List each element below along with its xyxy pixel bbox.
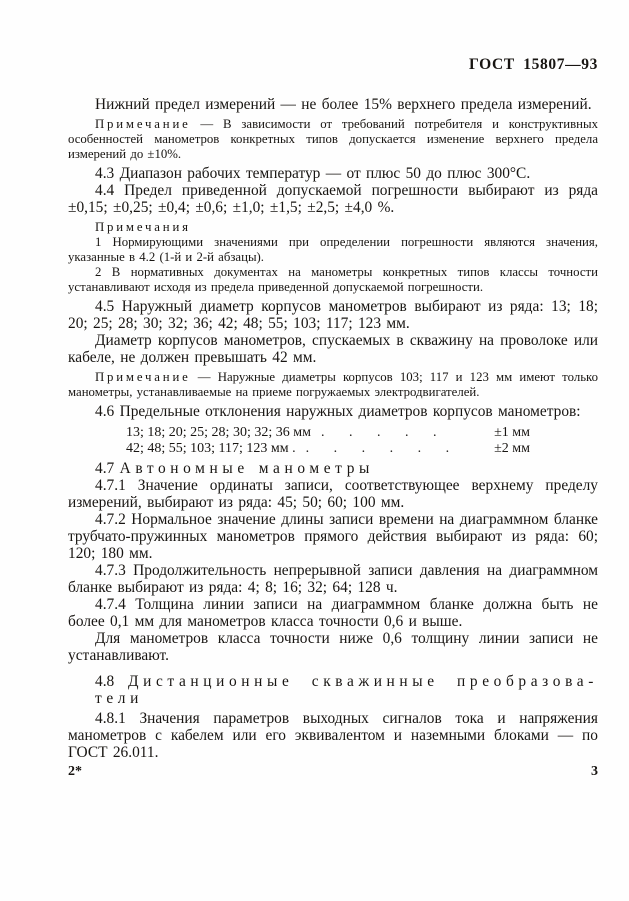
heading-title: Автономные манометры [119, 460, 374, 477]
tolerance-sizes: 13; 18; 20; 25; 28; 30; 32; 36 мм [126, 425, 311, 440]
note-body: — В зависимости от требований потребителя и конструктивных особенностей манометров конкретных типов допускается изменение верхнего предела измерений до ±10%. [68, 117, 598, 161]
heading-line-1 [68, 673, 598, 690]
note-item-1: 1 Нормирующими значениями при определении погрешности являются значения, указанные в 4.2 (1-й и 2-й абзацы). [68, 235, 598, 264]
note-intro [68, 117, 598, 162]
tolerance-value: ±2 мм [494, 440, 530, 456]
heading-number: 4.7 [95, 460, 115, 477]
clause-4-4: 4.4 Предел приведенной допускаемой погрешности выбирают из ряда ±0,15; ±0,25; ±0,4; ±0,6; ±1,0; ±1,5; ±2,5; ±4,0 %. [68, 182, 598, 216]
heading-4-8 [68, 673, 598, 707]
note-label: Примечание [95, 370, 191, 384]
heading-4-7 [68, 460, 598, 477]
clause-4-3: 4.3 Диапазон рабочих температур — от плюс 50 до плюс 300°С. [95, 165, 531, 182]
tolerance-table [68, 425, 598, 456]
clause-4-7-4: 4.7.4 Толщина линии записи на диаграммном бланке должна быть не более 0,1 мм для манометров класса точности 0,6 и выше. [68, 596, 598, 630]
heading-number: 4.8 [95, 673, 115, 690]
note-label: Примечание [95, 117, 191, 131]
dot-leader: . . . . . . [305, 440, 450, 456]
clause-4-8-1: 4.8.1 Значения параметров выходных сигналов тока и напряжения манометров с кабелем или его эквивалентом и наземными блоками — по ГОСТ 26.011. [68, 710, 598, 761]
paragraph-lower-limit: Нижний предел измерений — не более 15% верхнего предела измерений. [95, 96, 592, 113]
tolerance-row [126, 425, 530, 441]
tolerance-sizes: 42; 48; 55; 103; 117; 123 мм . [126, 440, 296, 456]
notes-4-4 [68, 220, 598, 295]
heading-title-part-2: тели [95, 690, 143, 707]
clause-4-7-2: 4.7.2 Нормальное значение длины записи времени на диаграммном бланке трубчато-пружинных манометров прямого действия выбирают из ряда: 60; 120; 180 мм. [68, 511, 598, 562]
note-body: — Наружные диаметры корпусов 103; 117 и 123 мм имеют только манометры, устанавливаемые на приеме погружаемых электродвигателей. [68, 370, 599, 399]
clause-4-7-1: 4.7.1 Значение ординаты записи, соответствующее верхнему пределу измерений, выбирают из ряда: 45; 50; 60; 100 мм. [68, 477, 598, 511]
tolerance-value: ±1 мм [494, 425, 530, 440]
doc-number-header: ГОСТ 15807—93 [469, 56, 598, 73]
dot-leader: . . . . . [320, 425, 437, 440]
page-number: 3 [591, 764, 598, 779]
document-body [68, 96, 598, 761]
clause-4-7-3: 4.7.3 Продолжительность непрерывной записи давления на диаграммном бланке выбирают из ряда: 4; 8; 16; 32; 64; 128 ч. [68, 562, 598, 596]
note-4-5 [68, 370, 598, 400]
heading-title-part-1: Дистанционные скважинные преобразова- [127, 673, 598, 690]
clause-4-5: 4.5 Наружный диаметр корпусов манометров выбирают из ряда: 13; 18; 20; 25; 28; 30; 32; 36; 42; 48; 55; 103; 117; 123 мм. [68, 298, 598, 332]
footer-printing-mark: 2* [68, 764, 82, 779]
clause-4-7-4-cont: Для манометров класса точности ниже 0,6 толщину линии записи не устанавливают. [68, 630, 598, 664]
tolerance-row [126, 441, 530, 457]
notes-label: Примечания [95, 220, 191, 234]
clause-4-6: 4.6 Предельные отклонения наружных диаметров корпусов манометров: [95, 403, 581, 420]
page-footer [68, 764, 598, 780]
clause-4-5-diameter: Диаметр корпусов манометров, спускаемых в скважину на проволоке или кабеле, не должен превышать 42 мм. [68, 332, 598, 366]
note-item-2: 2 В нормативных документах на манометры конкретных типов классы точности устанавливают исходя из предела приведенной допускаемой погрешности. [68, 265, 598, 294]
